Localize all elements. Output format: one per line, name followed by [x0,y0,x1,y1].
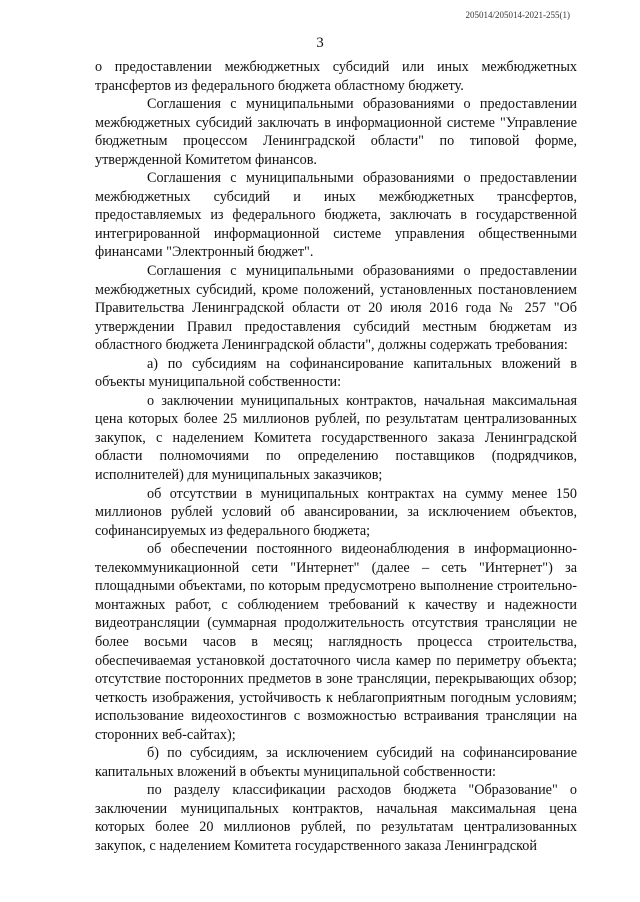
paragraph: б) по субсидиям, за исключением субсидий на софинансирование капитальных вложений в объекты муниципальной собственности: [95,745,577,780]
paragraph: Соглашения с муниципальными образованиями о предоставлении межбюджетных субсидий заключать в информационной системе "Управление бюджетным процессом Ленинградской области" по типовой форме, утвержденной Комитетом финансов. [95,96,577,168]
paragraph: о предоставлении межбюджетных субсидий или иных межбюджетных трансфертов из федерального бюджета областному бюджету. [95,59,577,94]
page-number: 3 [316,35,324,51]
paragraph: Соглашения с муниципальными образованиями о предоставлении межбюджетных субсидий, кроме положений, установленных постановлением Правительства Ленинградской области от 20 июля 2016 года № 257 "Об утверждении Правил предоставления субсидий местным бюджетам из областного бюджета Ленинградской области", должны содержать требования: [95,263,577,354]
paragraph: об обеспечении постоянного видеонаблюдения в информационно-телекоммуникационной сети "Интернет" (далее – сеть "Интернет") за площадными объектами, по которым предусмотрено выполнение строительно-монтажных работ, с соблюдением требований к качеству и надежности видеотрансляции (суммарная продолжительность отсутствия трансляции не более восьми часов в месяц; наглядность процесса строительства, обеспечиваемая установкой достаточного числа камер по периметру объекта; отсутствие посторонних предметов в зоне трансляции, перекрывающих обзор; четкость изображения, устойчивость к неблагоприятным погодным условиям; использование видеохостингов с возможностью встраивания трансляции на сторонних веб-сайтах); [95,541,577,743]
paragraph: о заключении муниципальных контрактов, начальная максимальная цена которых более 25 миллионов рублей, по результатам централизованных закупок, с наделением Комитета государственного заказа Ленинградской области полномочиями по определению поставщиков (подрядчиков, исполнителей) для муниципальных заказчиков; [95,392,577,484]
paragraph: а) по субсидиям на софинансирование капитальных вложений в объекты муниципальной собственности: [95,355,577,391]
paragraph: об отсутствии в муниципальных контрактах на сумму менее 150 миллионов рублей условий об авансировании, за исключением объектов, софинансируемых из федерального бюджета; [95,485,577,539]
paragraph: Соглашения с муниципальными образованиями о предоставлении межбюджетных субсидий и иных межбюджетных трансфертов, предоставляемых из федерального бюджета, заключать в государственной интегрированной информационной системе управления общественными финансами "Электронный бюджет". [95,170,577,261]
paragraph: по разделу классификации расходов бюджета "Образование" о заключении муниципальных контрактов, начальная максимальная цена которых более 20 миллионов рублей, по результатам централизованных закупок, с наделением Комитета государственного заказа Ленинградской [95,782,577,854]
document-code: 205014/205014-2021-255(1) [465,10,570,20]
document-body [95,58,577,856]
